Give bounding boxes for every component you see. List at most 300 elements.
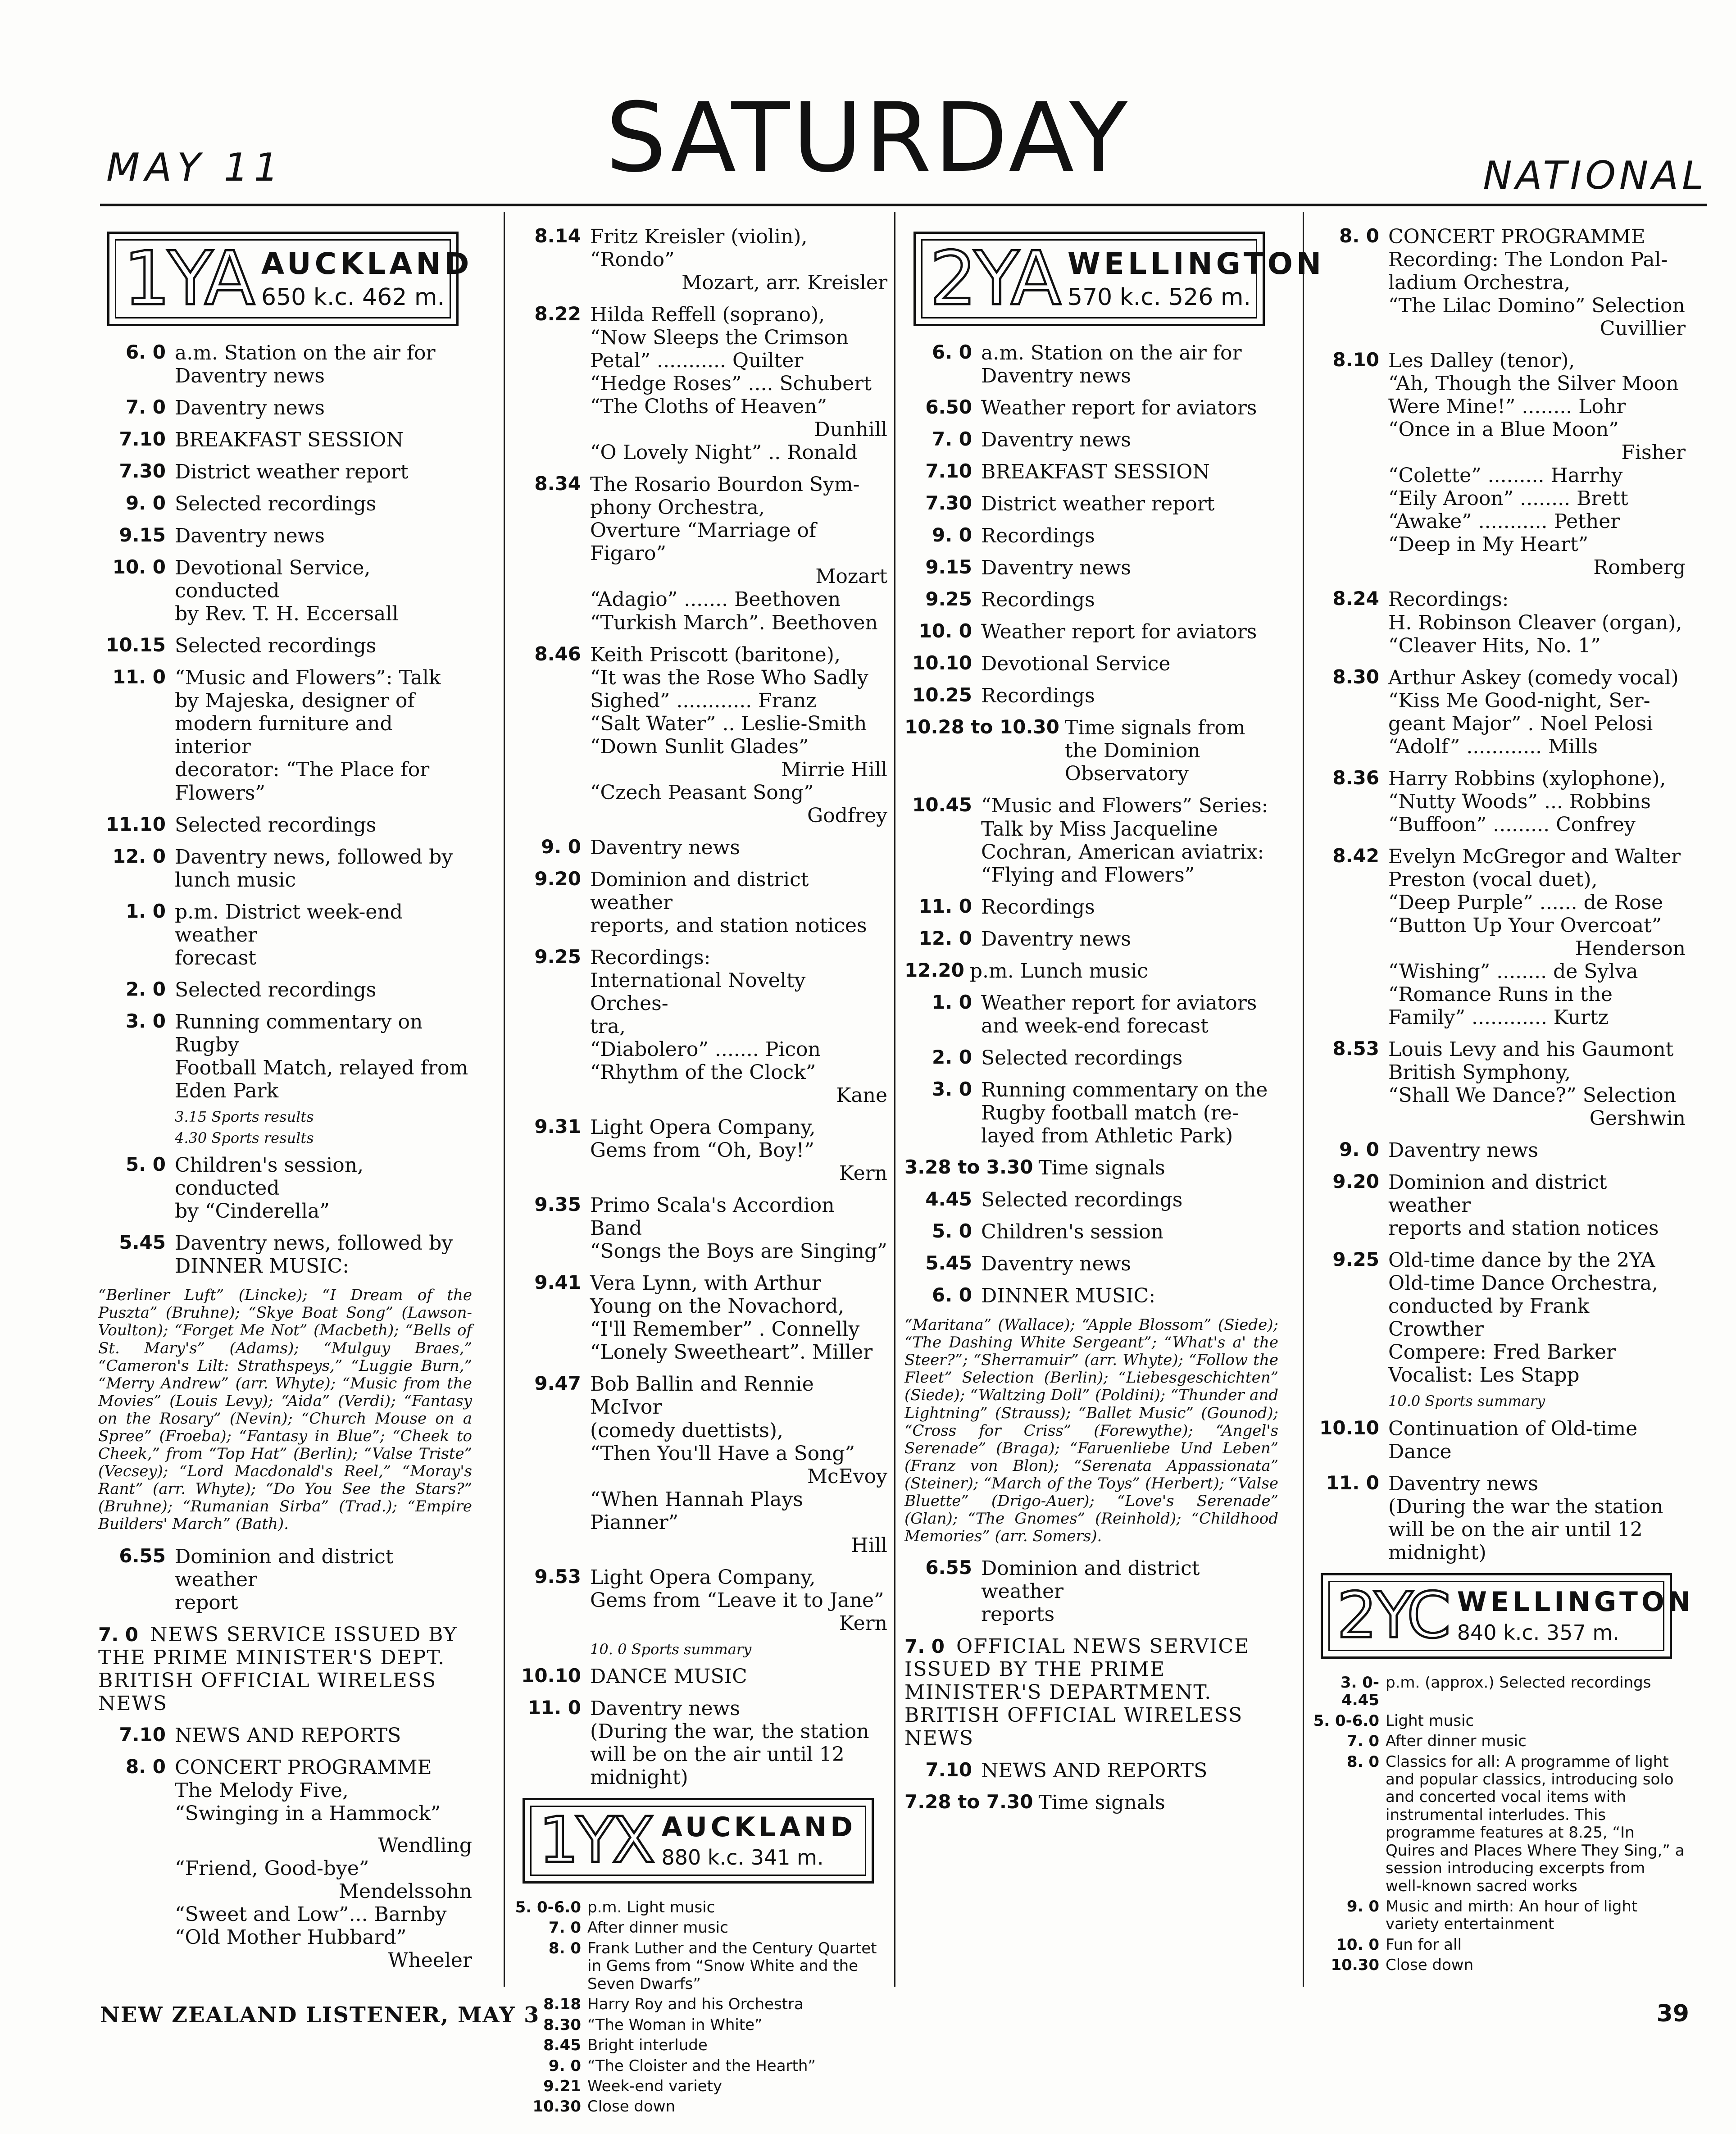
programme-description: [175, 978, 472, 1001]
programme-description: [590, 643, 887, 827]
programme-line: “O Lovely Night” .. Ronald: [590, 441, 858, 464]
programme-line: midnight): [1388, 1541, 1486, 1564]
time-label: 10.45: [912, 794, 972, 816]
programme-description: [981, 341, 1278, 387]
programme-description: [1388, 1171, 1686, 1240]
programme-description: Music and mirth: An hour of light variety entertainment: [1386, 1897, 1638, 1934]
programme-line: modern furniture and interior: [175, 712, 399, 759]
programme-line: Daventry news: [981, 1252, 1131, 1275]
programme-line: “Deep in My Heart”: [1388, 533, 1589, 556]
station-call-sign: 2YA: [930, 236, 1059, 322]
schedule-entry: [98, 1154, 472, 1223]
time-label: 11.10: [106, 813, 166, 835]
programme-line: Mendelssohn: [338, 1879, 472, 1903]
schedule-entry: [904, 1252, 1278, 1275]
small-schedule-entry: [514, 1899, 887, 1916]
station-call-sign: 1YX: [539, 1804, 653, 1878]
news-service-entry: [904, 1635, 1278, 1750]
programme-line: Keith Priscott (baritone),: [590, 643, 841, 666]
programme-line: “Cleaver Hits, No. 1”: [1388, 634, 1601, 657]
programme-description: [1388, 767, 1686, 836]
programme-description: [175, 524, 472, 547]
programme-line: Hilda Reffell (soprano),: [590, 303, 825, 327]
programme-description: Bright interlude: [587, 2036, 708, 2055]
small-schedule-entry: [514, 1940, 887, 1993]
programme-line: “Rondo”: [590, 248, 675, 272]
programme-description: [175, 556, 472, 625]
programme-description: [1065, 716, 1278, 785]
programme-description: [1388, 1417, 1686, 1463]
programme-description: [590, 1373, 887, 1556]
programme-line: Running commentary on the: [981, 1078, 1268, 1101]
schedule-entry: [98, 341, 472, 387]
news-service-text: NEWS SERVICE ISSUED BY THE PRIME MINISTER'S DEPT. BRITISH OFFICIAL WIRELESS NEWS: [98, 1623, 458, 1715]
programme-line: Daventry news: [981, 428, 1131, 452]
time-label: 11. 0: [918, 895, 972, 917]
programme-line: reports: [981, 1603, 1055, 1626]
programme-line: Dominion and district weather: [175, 1545, 400, 1591]
column-2ya-wellington: [904, 225, 1325, 1982]
programme-line: “Romance Runs in the: [1388, 983, 1613, 1006]
time-label: 7.30: [925, 492, 972, 514]
time-label: 8. 0: [1346, 1752, 1379, 1771]
time-label: 4.45: [925, 1188, 972, 1210]
programme-description: [981, 492, 1278, 515]
small-schedule-entry: [1312, 1898, 1686, 1934]
time-label: 9.20: [1332, 1170, 1379, 1193]
programme-line: Romberg: [1593, 556, 1686, 579]
programme-line: Running commentary on Rugby: [175, 1010, 429, 1056]
schedule-entry: [1312, 1417, 1686, 1463]
time-label: 10. 0: [112, 556, 166, 578]
programme-line: CONCERT PROGRAMME: [175, 1756, 432, 1779]
programme-line: report: [175, 1591, 238, 1614]
time-label: 1. 0: [932, 991, 972, 1013]
schedule-entry: [904, 896, 1278, 919]
station-city: AUCKLAND: [661, 1811, 857, 1843]
programme-description: [981, 1078, 1278, 1147]
programme-line: Harry Robbins (xylophone),: [1388, 767, 1666, 790]
programme-description: [981, 928, 1278, 951]
programme-description: [590, 1116, 887, 1185]
programme-description: [981, 460, 1278, 483]
time-label: 8.18: [543, 1995, 581, 2014]
programme-description: After dinner music: [587, 1919, 728, 1937]
column-1ya-evening: [514, 225, 887, 2116]
schedule-entry: [514, 225, 887, 294]
time-label: 9.15: [925, 556, 972, 578]
time-label: 11. 0: [527, 1696, 581, 1719]
time-label: 7. 0: [904, 1635, 945, 1658]
schedule-entry: [98, 524, 472, 547]
schedule-entry: [98, 1232, 472, 1278]
programme-line: “Music and Flowers”: Talk: [175, 666, 441, 690]
small-schedule-entry: [1312, 1712, 1686, 1730]
station-box-2yc: [1321, 1573, 1695, 1659]
time-label: 12.20: [904, 959, 964, 981]
small-schedule-list: [1312, 1674, 1686, 1975]
schedule-entry: [98, 814, 472, 837]
schedule-entry: [904, 1047, 1278, 1069]
programme-description: p.m. (approx.) Selected recordings: [1386, 1673, 1651, 1692]
schedule-entry: [98, 1010, 472, 1102]
time-label: 7. 0: [1346, 1732, 1379, 1751]
schedule-list: [904, 1557, 1278, 1626]
schedule-entry: [904, 620, 1278, 643]
programme-line: “Down Sunlit Glades”: [590, 735, 809, 758]
time-label: 9.35: [534, 1193, 581, 1216]
schedule-entry: [514, 303, 887, 464]
schedule-entry: [98, 901, 472, 969]
schedule-entry: [1312, 1038, 1686, 1130]
programme-line: reports and station notices: [1388, 1217, 1659, 1240]
programme-line: Dominion and district weather: [981, 1557, 1206, 1603]
programme-line: Daventry news: [981, 927, 1131, 951]
programme-description: [175, 1756, 472, 1825]
programme-line: “Adolf” ............ Mills: [1388, 735, 1598, 758]
programme-line: Weather report for aviators: [981, 991, 1257, 1015]
schedule-list: [1312, 225, 1686, 1387]
station-call-sign: 2YC: [1337, 1579, 1448, 1652]
schedule-entry: [514, 1665, 887, 1688]
programme-line: Devotional Service: [981, 652, 1171, 676]
column-divider: [1303, 212, 1304, 1987]
programme-description: [590, 1697, 887, 1789]
time-label: 8. 0: [125, 1755, 166, 1778]
programme-line: “The Cloths of Heaven”: [590, 395, 827, 419]
programme-description: Classics for all: A programme of light and popular classics, introducing solo and concerted vocal items with instrumental interludes. This programme features at 8.25, “In Quires and Places Where They Sing,” a session introducing excerpts from well-known sacred works: [1386, 1752, 1685, 1895]
schedule-entry: [514, 868, 887, 937]
station-frequency: 840 k.c. 357 m.: [1457, 1620, 1619, 1645]
programme-description: [1388, 1139, 1686, 1162]
programme-line: Evelyn McGregor and Walter: [1388, 845, 1681, 868]
programme-description: [1388, 225, 1686, 340]
programme-line: Selected recordings: [175, 634, 377, 658]
sports-summary-note: 10.0 Sports summary: [1388, 1392, 1545, 1410]
time-label: 10. 0: [1336, 1935, 1379, 1954]
time-label: 10.25: [912, 684, 972, 706]
time-label: 7. 0: [548, 1919, 581, 1937]
schedule-entry: [1312, 666, 1686, 758]
time-label: 7.10: [119, 428, 166, 450]
programme-line: a.m. Station on the air for: [175, 341, 436, 364]
programme-description: [981, 1220, 1278, 1243]
programme-line: and week-end forecast: [981, 1014, 1209, 1037]
station-city: WELLINGTON: [1457, 1586, 1695, 1618]
programme-description: [981, 396, 1278, 419]
time-label: 7.10: [925, 1758, 972, 1781]
programme-description: [1388, 349, 1686, 579]
schedule-entry: [514, 643, 887, 827]
programme-line: Weather report for aviators: [981, 396, 1257, 420]
time-label: 9.25: [1332, 1248, 1379, 1271]
schedule-entry: [904, 396, 1278, 419]
station-box-1yx: [523, 1798, 874, 1884]
small-schedule-entry: [1312, 1957, 1686, 1974]
programme-line: (During the war the station: [1388, 1495, 1663, 1518]
schedule-entry: [98, 460, 472, 483]
page-header: [0, 0, 1736, 212]
schedule-entry: [904, 928, 1278, 951]
programme-description: [175, 492, 472, 515]
programme-line: Daventry news, followed by: [175, 1232, 453, 1255]
programme-description: Close down: [1386, 1956, 1474, 1975]
schedule-entry: [904, 492, 1278, 515]
programme-description: [981, 1047, 1278, 1069]
schedule-entry: [904, 1284, 1278, 1307]
programme-line: Family” ............ Kurtz: [1388, 1006, 1609, 1029]
programme-line: Mozart: [815, 565, 887, 588]
sports-summary-note: 10. 0 Sports summary: [590, 1640, 752, 1658]
programme-line: reports, and station notices: [590, 914, 867, 937]
programme-description: p.m. Light music: [587, 1898, 715, 1917]
schedule-list: [904, 341, 1278, 1307]
schedule-entry: [98, 666, 472, 804]
schedule-entry: [904, 341, 1278, 387]
programme-line: Time signals from: [1064, 716, 1245, 740]
programme-line: The Melody Five,: [175, 1779, 349, 1802]
schedule-entry: [904, 992, 1278, 1037]
time-label: 7. 0: [125, 396, 166, 419]
day-heading: SATURDAY: [605, 82, 1131, 193]
time-label: 8. 0: [548, 1939, 581, 1957]
programme-line: “Now Sleeps the Crimson: [590, 326, 849, 350]
programme-line: lunch music: [175, 868, 296, 892]
programme-line: p.m. District week-end weather: [175, 900, 409, 946]
programme-line: Dominion and district weather: [590, 868, 815, 914]
programme-line: p.m. Lunch music: [969, 959, 1148, 983]
schedule-entry: [514, 1373, 887, 1556]
programme-line: “Ah, Though the Silver Moon: [1388, 372, 1679, 396]
schedule-entry: [514, 836, 887, 859]
programme-line: Old-time dance by the 2YA: [1388, 1249, 1655, 1272]
time-label: 10. 0: [918, 620, 972, 642]
time-label: 11. 0: [1326, 1471, 1379, 1494]
programme-description: [981, 652, 1278, 675]
schedule-entry: [904, 1220, 1278, 1243]
programme-line: Wheeler: [388, 1949, 472, 1972]
schedule-entry: [904, 1791, 1278, 1814]
station-box-1ya: [107, 232, 473, 326]
programme-line: Fritz Kreisler (violin),: [590, 225, 808, 248]
programme-line: forecast: [175, 946, 256, 969]
programme-description: [981, 1252, 1278, 1275]
network-heading: NATIONAL: [1483, 153, 1707, 198]
programme-line: Football Match, relayed from: [175, 1056, 468, 1079]
schedule-entry: [904, 794, 1278, 886]
programme-description: [1388, 666, 1686, 758]
schedule-entry: [1312, 588, 1686, 657]
schedule-entry: [514, 1566, 887, 1635]
time-label: 7.10: [925, 460, 972, 482]
programme-line: “Shall We Dance?” Selection: [1388, 1084, 1677, 1107]
time-label: 9.31: [534, 1115, 581, 1138]
programme-line: “Friend, Good-bye”: [175, 1856, 369, 1880]
programme-description: [590, 946, 887, 1107]
schedule-entry: [514, 473, 887, 634]
time-label: 9.47: [534, 1372, 581, 1395]
programme-line: Louis Levy and his Gaumont: [1388, 1038, 1674, 1061]
programme-line: “Buffoon” ......... Confrey: [1388, 813, 1636, 836]
time-label: 7.28 to 7.30: [904, 1790, 1033, 1813]
schedule-entry: [1312, 349, 1686, 579]
programme-line: (During the war, the station: [590, 1720, 869, 1743]
programme-line: NEWS AND REPORTS: [175, 1724, 401, 1747]
programme-line: Henderson: [1575, 937, 1686, 960]
programme-line: Rugby football match (re-: [981, 1101, 1239, 1124]
time-label: 8.45: [543, 2036, 581, 2055]
programme-description: [590, 1665, 887, 1688]
time-label: 3. 0-4.45: [1340, 1673, 1379, 1710]
programme-line: geant Major” . Noel Pelosi: [1388, 712, 1653, 735]
programme-line: Children's session: [981, 1220, 1164, 1243]
programme-line: DINNER MUSIC:: [175, 1255, 350, 1278]
programme-description: Harry Roy and his Orchestra: [587, 1995, 804, 2014]
programme-description: [1388, 1249, 1686, 1387]
programme-line: Eden Park: [175, 1079, 279, 1102]
station-call-sign: 1YA: [123, 236, 252, 322]
programme-line: “Then You'll Have a Song”: [590, 1442, 855, 1465]
programme-line: Wendling: [378, 1834, 472, 1857]
news-service-entry: [98, 1623, 472, 1715]
time-label: 9.25: [925, 588, 972, 610]
programme-description: [175, 846, 472, 892]
schedule-entry: [904, 1759, 1278, 1782]
time-label: 9. 0: [1346, 1897, 1379, 1916]
programme-line: “Wishing” ........ de Sylva: [1388, 960, 1638, 983]
programme-description: [1038, 1156, 1278, 1179]
programme-line: Selected recordings: [175, 978, 377, 1001]
programme-line: “Hedge Roses” .... Schubert: [590, 372, 872, 396]
programme-line: a.m. Station on the air for: [981, 341, 1242, 364]
small-schedule-entry: [1312, 1753, 1686, 1896]
time-label: 9.53: [534, 1565, 581, 1588]
time-label: 5. 0: [932, 1219, 972, 1242]
programme-description: [981, 1759, 1278, 1782]
schedule-entry: [1312, 1249, 1686, 1387]
column-2ya-evening: [1312, 225, 1695, 1982]
time-label: 9. 0: [541, 835, 581, 858]
schedule-entry: [904, 652, 1278, 675]
programme-line: “Swinging in a Hammock”: [175, 1802, 441, 1825]
programme-line: “Kiss Me Good-night, Ser-: [1388, 689, 1650, 712]
programme-line: ladium Orchestra,: [1388, 271, 1571, 295]
programme-line: by Rev. T. H. Eccersall: [175, 602, 399, 626]
programme-description: Frank Luther and the Century Quartet in Gems from “Snow White and the Seven Dwarfs”: [587, 1939, 877, 1993]
schedule-entry: [514, 946, 887, 1107]
time-label: 1. 0: [125, 900, 166, 922]
programme-description: [981, 794, 1278, 886]
programme-line: “Turkish March”. Beethoven: [590, 611, 878, 634]
time-label: 8.10: [1332, 349, 1379, 371]
schedule-list: [98, 1724, 472, 1825]
programme-line: Hill: [851, 1533, 887, 1557]
schedule-entry: [904, 588, 1278, 611]
programme-line: Selected recordings: [175, 492, 377, 516]
date-heading: MAY 11: [106, 145, 284, 190]
publication-footer: NEW ZEALAND LISTENER, MAY 3: [100, 2002, 540, 2028]
programme-line: Daventry news: [590, 1697, 740, 1720]
schedule-entry: [904, 960, 1278, 983]
time-label: 3. 0: [932, 1078, 972, 1100]
schedule-entry: [98, 634, 472, 657]
programme-line: “Salt Water” .. Leslie-Smith: [590, 712, 867, 735]
programme-description: [981, 428, 1278, 451]
programme-line: Primo Scala's Accordion Band: [590, 1194, 841, 1240]
programme-description: [175, 460, 472, 483]
programme-description: [175, 814, 472, 837]
programme-line: will be on the air until 12: [1388, 1518, 1643, 1541]
programme-description: Fun for all: [1386, 1935, 1462, 1954]
programme-line: The Rosario Bourdon Sym-: [590, 473, 860, 496]
programme-line: Kern: [839, 1162, 887, 1185]
programme-line: Daventry news: [175, 364, 325, 388]
schedule-list: [98, 1154, 472, 1278]
time-label: 3.28 to 3.30: [904, 1156, 1033, 1178]
programme-line: Continuation of Old-time: [1388, 1417, 1638, 1440]
programme-description: [1388, 588, 1686, 657]
programme-line: Recordings: [981, 895, 1095, 919]
schedule-list: [98, 341, 472, 1102]
schedule-list: [1312, 1417, 1686, 1564]
schedule-entry: [1312, 767, 1686, 836]
programme-line: Sighed” ............ Franz: [590, 689, 817, 712]
small-schedule-entry: [514, 2098, 887, 2116]
programme-line: “Flying and Flowers”: [981, 863, 1195, 887]
programme-description: [590, 836, 887, 859]
station-frequency: 880 k.c. 341 m.: [661, 1845, 824, 1870]
programme-line: Preston (vocal duet),: [1388, 868, 1598, 891]
programme-line: Recordings: [981, 524, 1095, 548]
schedule-entry: [904, 716, 1278, 785]
programme-description: “The Woman in White”: [587, 2016, 763, 2034]
programme-line: Fisher: [1621, 441, 1686, 464]
programme-line: BREAKFAST SESSION: [175, 428, 404, 452]
time-label: 6.55: [925, 1556, 972, 1579]
schedule-entry: [904, 684, 1278, 707]
schedule-entry: [98, 396, 472, 419]
small-schedule-entry: [514, 1996, 887, 2013]
schedule-entry: [514, 1194, 887, 1263]
programme-line: Were Mine!” ........ Lohr: [1388, 395, 1626, 419]
programme-line: Daventry news: [981, 364, 1131, 388]
time-label: 5.45: [925, 1251, 972, 1274]
sports-results-note: 3.15 Sports results: [175, 1108, 314, 1125]
programme-line: Daventry news, followed by: [175, 845, 453, 869]
programme-description: [981, 992, 1278, 1037]
time-label: 7. 0: [932, 428, 972, 450]
programme-line: DANCE MUSIC: [590, 1665, 747, 1688]
column-1yx-auckland: [98, 225, 472, 1982]
time-label: 10.30: [532, 2098, 581, 2116]
programme-line: Daventry news: [981, 556, 1131, 580]
programme-line: “Colette” ......... Harrhy: [1388, 464, 1623, 487]
programme-description: [1388, 1472, 1686, 1564]
schedule-list: [98, 1545, 472, 1614]
schedule-entry: [98, 556, 472, 625]
schedule-entry: [1312, 845, 1686, 1029]
programme-description: [175, 341, 472, 387]
programme-line: Overture “Marriage of Figaro”: [590, 519, 823, 565]
programme-description: [970, 960, 1278, 983]
programme-description: [590, 1566, 887, 1635]
programme-line: Arthur Askey (comedy vocal): [1388, 666, 1679, 689]
time-label: 8.30: [1332, 665, 1379, 688]
schedule-list: [514, 1665, 887, 1789]
station-box-2ya: [913, 232, 1325, 326]
time-label: 6. 0: [932, 1284, 972, 1306]
sports-results-note: 4.30 Sports results: [175, 1129, 314, 1147]
